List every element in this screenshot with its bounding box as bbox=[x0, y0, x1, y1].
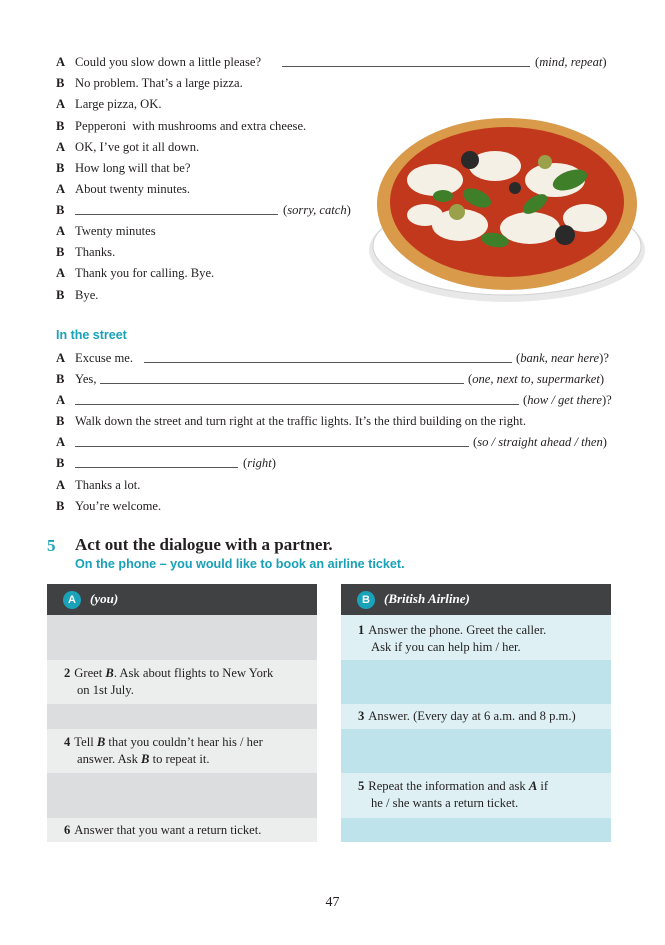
speaker-label: B bbox=[56, 245, 65, 259]
dialogue-line bbox=[56, 432, 616, 452]
role-cell: 5 Repeat the information and ask A if he / she wants a return ticket. bbox=[341, 773, 611, 818]
role-cell: 6 Answer that you want a return ticket. bbox=[47, 818, 317, 842]
role-cell-empty bbox=[47, 773, 317, 818]
role-cell: 1 Answer the phone. Greet the caller. Ask if you can help him / her. bbox=[341, 615, 611, 660]
speaker-label: B bbox=[56, 76, 65, 90]
dialogue-text: About twenty minutes. bbox=[75, 182, 191, 196]
exercise-subtitle: On the phone – you would like to book an airline ticket. bbox=[75, 557, 405, 571]
dialogue-text: Large pizza, OK. bbox=[75, 97, 162, 111]
speaker-label: B bbox=[56, 499, 65, 513]
page-number: 47 bbox=[325, 895, 340, 910]
role-badge: B bbox=[357, 591, 375, 609]
pizza-sauce bbox=[390, 127, 624, 277]
role-label: (you) bbox=[90, 591, 119, 606]
role-cell: 4 Tell B that you couldn’t hear his / her answer. Ask B to repeat it. bbox=[47, 729, 317, 773]
dialogue-text: Bye. bbox=[75, 288, 99, 302]
dialogue-text: No problem. That’s a large pizza. bbox=[75, 76, 243, 90]
dialogue-line bbox=[56, 390, 616, 410]
speaker-label: A bbox=[56, 97, 66, 111]
speaker-label: A bbox=[56, 478, 66, 492]
answer-blank[interactable] bbox=[144, 362, 512, 363]
hint: (how / get there)? bbox=[523, 393, 612, 407]
speaker-label: A bbox=[56, 435, 66, 449]
dialogue-text: Excuse me. bbox=[75, 351, 134, 365]
role-card-b bbox=[341, 584, 611, 842]
dialogue-text: OK, I’ve got it all down. bbox=[75, 140, 200, 154]
dialogue-text: Thanks. bbox=[75, 245, 116, 259]
role-cell-empty bbox=[341, 660, 611, 704]
answer-blank[interactable] bbox=[282, 66, 530, 67]
section-title-street: In the street bbox=[56, 328, 127, 342]
exercise-title: Act out the dialogue with a partner. bbox=[75, 535, 333, 554]
speaker-label: A bbox=[56, 55, 66, 69]
speaker-label: A bbox=[56, 393, 66, 407]
hint: (bank, near here)? bbox=[516, 351, 609, 365]
answer-blank[interactable] bbox=[75, 214, 278, 215]
answer-blank[interactable] bbox=[100, 383, 464, 384]
role-cell-empty bbox=[341, 818, 611, 842]
answer-blank[interactable] bbox=[75, 446, 469, 447]
dialogue-text: Thank you for calling. Bye. bbox=[75, 266, 215, 280]
dialogue-line bbox=[56, 369, 616, 389]
dialogue-text: Yes, bbox=[75, 372, 97, 386]
speaker-label: A bbox=[56, 266, 66, 280]
speaker-label: B bbox=[56, 119, 65, 133]
dialogue-text: Twenty minutes bbox=[75, 224, 156, 238]
speaker-label: B bbox=[56, 161, 65, 175]
hint: (mind, repeat) bbox=[535, 55, 607, 69]
speaker-label: B bbox=[56, 456, 65, 470]
hint: (one, next to, supermarket) bbox=[468, 372, 605, 386]
speaker-label: A bbox=[56, 351, 66, 365]
dialogue-text: Pepperoni with mushrooms and extra cheese. bbox=[75, 119, 307, 133]
role-label: (British Airline) bbox=[384, 591, 470, 606]
role-cell-empty bbox=[47, 615, 317, 660]
speaker-label: B bbox=[56, 288, 65, 302]
dialogue-line bbox=[56, 200, 356, 220]
hint: (right) bbox=[243, 456, 276, 470]
role-cell: 2 Greet B. Ask about flights to New York on 1st July. bbox=[47, 660, 317, 704]
hint: (so / straight ahead / then) bbox=[473, 435, 607, 449]
role-cell: 3 Answer. (Every day at 6 a.m. and 8 p.m.) bbox=[341, 704, 611, 729]
speaker-label: A bbox=[56, 140, 66, 154]
answer-blank[interactable] bbox=[75, 467, 238, 468]
exercise-number: 5 bbox=[47, 536, 56, 555]
role-card-header bbox=[341, 584, 611, 615]
dialogue-line bbox=[56, 52, 611, 72]
answer-blank[interactable] bbox=[75, 404, 519, 405]
speaker-label: B bbox=[56, 203, 65, 217]
dialogue-line bbox=[56, 453, 356, 473]
dialogue-text: Thanks a lot. bbox=[75, 478, 141, 492]
pizza-image bbox=[365, 100, 649, 310]
dialogue-line bbox=[56, 348, 616, 368]
hint: (sorry, catch) bbox=[283, 203, 351, 217]
dialogue-text: You’re welcome. bbox=[75, 499, 162, 513]
role-card-a bbox=[47, 584, 317, 842]
dialogue-text: How long will that be? bbox=[75, 161, 191, 175]
role-cell-empty bbox=[341, 729, 611, 773]
role-cell-empty bbox=[47, 704, 317, 729]
speaker-label: A bbox=[56, 224, 66, 238]
dialogue-text: Could you slow down a little please? bbox=[75, 55, 262, 69]
speaker-label: B bbox=[56, 372, 65, 386]
speaker-label: B bbox=[56, 414, 65, 428]
speaker-label: A bbox=[56, 182, 66, 196]
role-card-header bbox=[47, 584, 317, 615]
role-badge: A bbox=[63, 591, 81, 609]
dialogue-text: Walk down the street and turn right at the traffic lights. It’s the third building on the right. bbox=[75, 414, 526, 428]
